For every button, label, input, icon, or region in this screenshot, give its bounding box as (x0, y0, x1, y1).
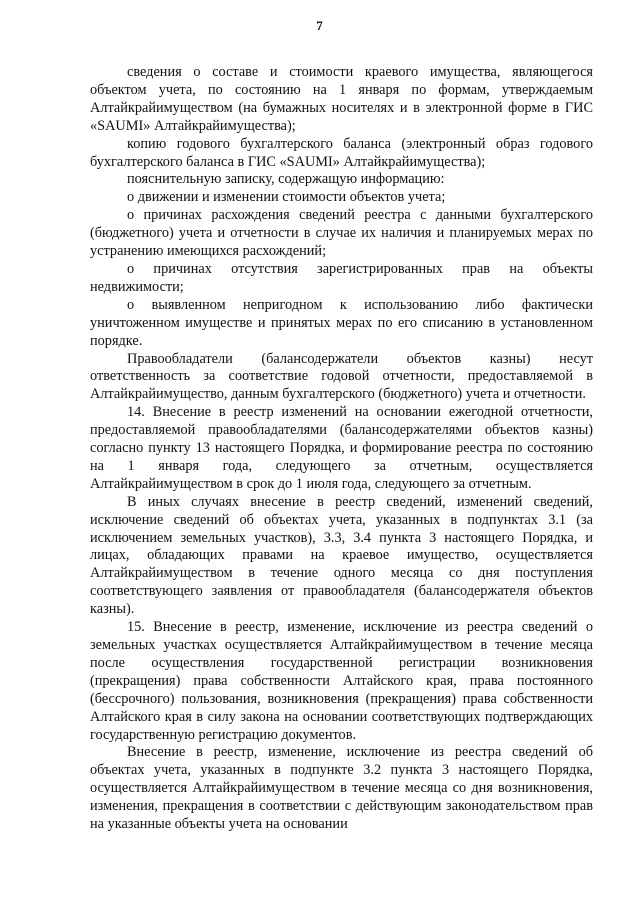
paragraph-5: о причинах расхождения сведений реестра с данными бухгалтерского (бюджетного) учета и отчетности в случае их наличия и планируемых мерах по устранению имеющихся расхождений; (90, 207, 593, 260)
paragraph-11: 15. Внесение в реестр, изменение, исключение из реестра сведений о земельных участках осуществляется Алтайкрайимуществом в течение месяца после осуществления государственной регистрации возникновения (прекращения) права собственности Алтайского края, права постоянного (бессрочного) пользования, возникновения (прекращения) права собственности Алтайского края в силу закона на основании соответствующих подтверждающих государственную регистрацию документов. (90, 619, 593, 743)
paragraph-2: копию годового бухгалтерского баланса (электронный образ годового бухгалтерского баланса в ГИС «SAUMI» Алтайкрайимущества); (90, 135, 593, 170)
paragraph-10: В иных случаях внесение в реестр сведений, изменений сведений, исключение сведений об объектах учета, указанных в подпунктах 3.1 (за исключением земельных участков), 3.3, 3.4 пункта 3 настоящего Порядка, и лицах, обладающих правами на краевое имущество, осуществляется Алтайкрайимуществом в течение одного месяца со дня поступления соответствующего заявления от правообладателя (балансодержателя объектов казны). (90, 493, 593, 618)
paragraph-12: Внесение в реестр, изменение, исключение из реестра сведений об объектах учета, указанных в подпункте 3.2 пункта 3 настоящего Порядка, осуществляется Алтайкрайимуществом в течение месяца со дня возникновения, изменения, прекращения в соответствии с действующим законодательством прав на указанные объекты учета на основании (90, 744, 593, 833)
paragraph-1: сведения о составе и стоимости краевого имущества, являющегося объектом учета, по состоянию на 1 января по формам, утверждаемым Алтайкрайимуществом (на бумажных носителях и в электронной форме в ГИС «SAUMI» Алтайкрайимущества); (90, 64, 593, 134)
document-body (90, 64, 593, 834)
paragraph-9: 14. Внесение в реестр изменений на основании ежегодной отчетности, предоставляемой правообладателями (балансодержателями объектов казны) согласно пункту 13 настоящего Порядка, и формирование реестра по состоянию на 1 января года, следующего за отчетным, осуществляется Алтайкрайимуществом в срок до 1 июля года, следующего за отчетным. (90, 404, 593, 492)
paragraph-7: о выявленном непригодном к использованию либо фактически уничтоженном имуществе и принятых мерах по его списанию в установленном порядке. (90, 296, 593, 349)
paragraph-3: пояснительную записку, содержащую информацию: (127, 171, 445, 188)
paragraph-8: Правообладатели (балансодержатели объектов казны) несут ответственность за соответствие годовой отчетности, предоставляемой в Алтайкрайимущество, данным бухгалтерского (бюджетного) учета и отчетности. (90, 350, 593, 403)
paragraph-4: о движении и изменении стоимости объектов учета; (127, 189, 446, 206)
page-number: 7 (316, 18, 323, 33)
paragraph-6: о причинах отсутствия зарегистрированных прав на объекты недвижимости; (90, 260, 593, 295)
